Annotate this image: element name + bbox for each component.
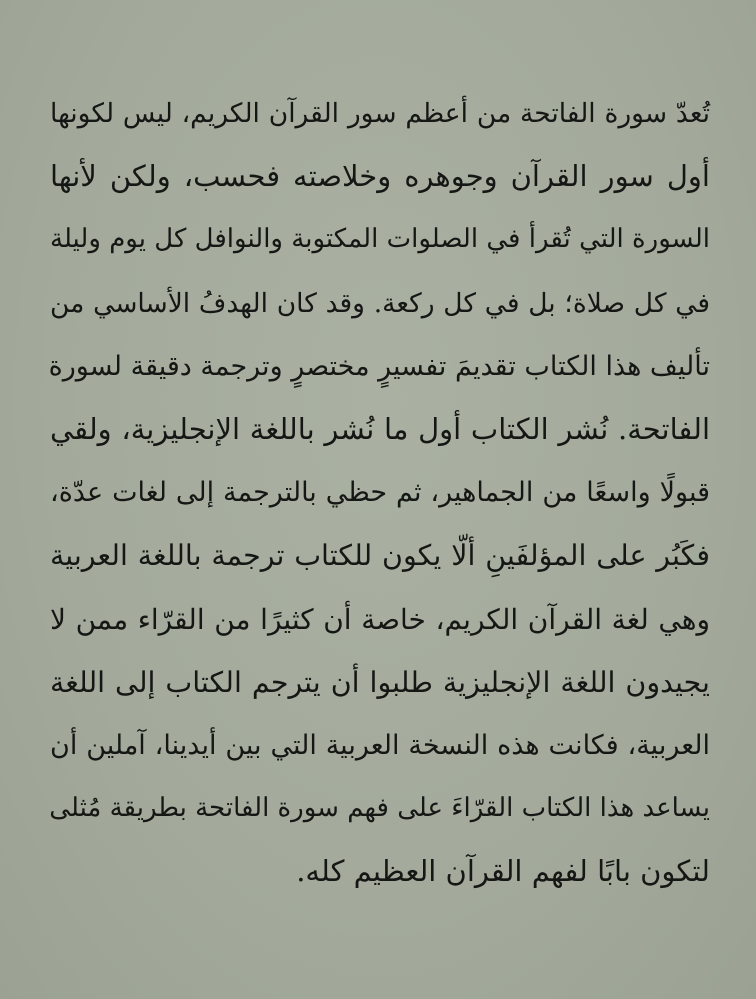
text-line-2: أول سور القرآن وجوهره وخلاصته فحسب، ولكن لأنها <box>50 159 710 194</box>
text-line-5: تأليف هذا الكتاب تقديمَ تفسيرٍ مختصرٍ وترجمة دقيقة لسورة <box>48 350 710 382</box>
text-line-4: في كل صلاة؛ بل في كل ركعة. وقد كان الهدفُ الأساسي من <box>50 287 710 319</box>
text-line-13: لتكون بابًا لفهم القرآن العظيم كله. <box>296 854 710 889</box>
text-line-11: العربية، فكانت هذه النسخة العربية التي بين أيدينا، آملين أن <box>50 729 710 761</box>
text-line-3: السورة التي تُقرأ في الصلوات المكتوبة والنوافل كل يوم وليلة <box>50 224 710 255</box>
text-line-7: قبولًا واسعًا من الجماهير، ثم حظي بالترجمة إلى لغات عدّة، <box>50 477 710 509</box>
text-line-8: فكَبُر على المؤلفَينِ ألّا يكون للكتاب ترجمة باللغة العربية <box>50 539 710 573</box>
text-line-9: وهي لغة القرآن الكريم، خاصة أن كثيرًا من القرّاء ممن لا <box>50 602 710 636</box>
text-line-6: الفاتحة. نُشر الكتاب أول ما نُشر باللغة الإنجليزية، ولقي <box>50 411 710 446</box>
text-line-1: تُعدّ سورة الفاتحة من أعظم سور القرآن الكريم، ليس لكونها <box>50 98 710 129</box>
paragraph <box>50 82 710 903</box>
text-line-12: يساعد هذا الكتاب القرّاءَ على فهم سورة الفاتحة بطريقة مُثلى <box>49 793 710 824</box>
text-line-10: يجيدون اللغة الإنجليزية طلبوا أن يترجم الكتاب إلى اللغة <box>50 665 710 699</box>
